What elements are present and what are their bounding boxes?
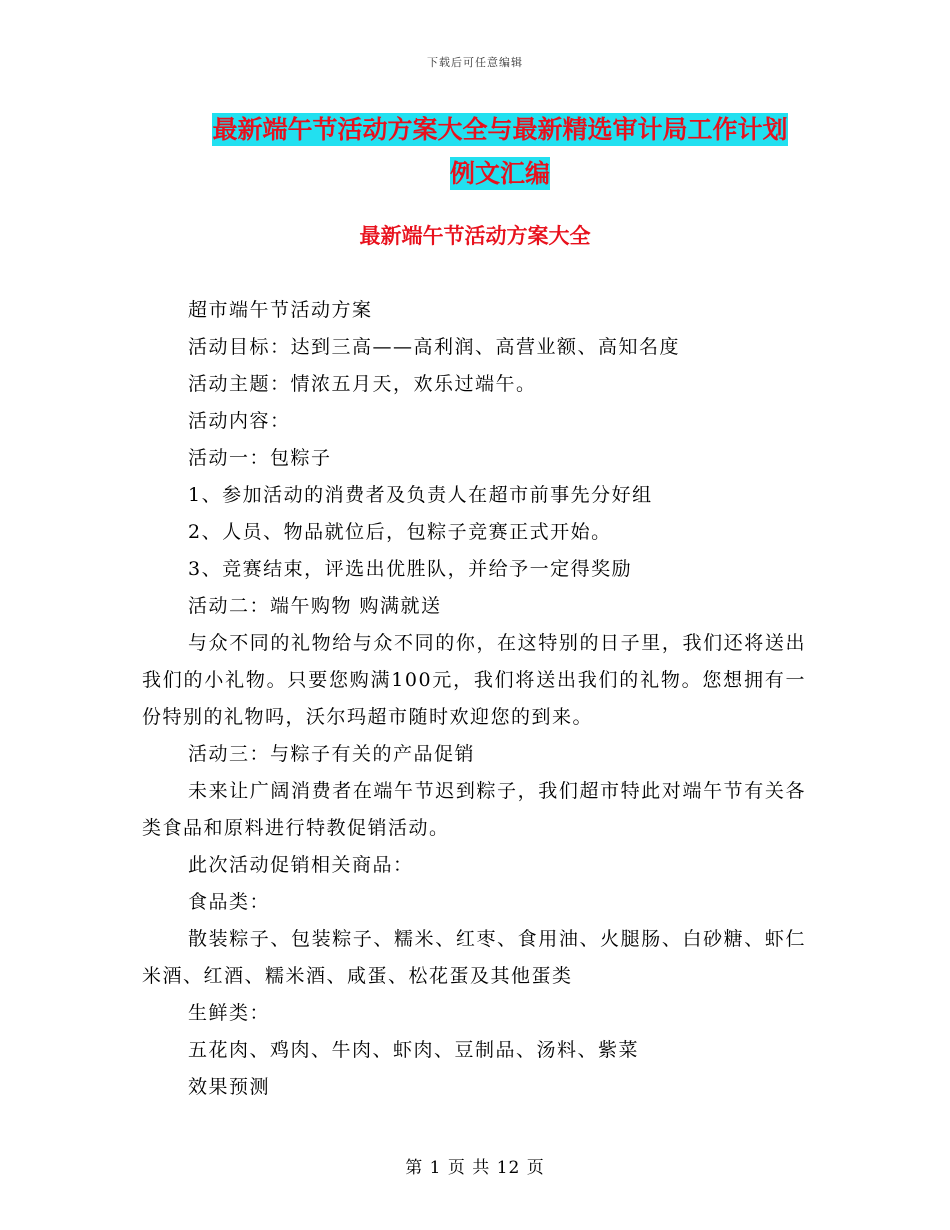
paragraph: 活动一：包粽子 [188, 447, 332, 469]
paragraph: 活动三：与粽子有关的产品促销 [188, 743, 476, 765]
paragraph: 生鲜类： [188, 1002, 271, 1024]
document-title-line1 [140, 112, 860, 148]
paragraph: 活动目标：达到三高——高利润、高营业额、高知名度 [188, 336, 681, 358]
paragraph: 此次活动促销相关商品： [188, 854, 414, 876]
page-footer: 第 1 页 共 12 页 [405, 1158, 545, 1178]
document-title-line2-text: 例文汇编 [449, 159, 550, 188]
paragraph: 2、人员、物品就位后，包粽子竞赛正式开始。 [188, 521, 612, 543]
paragraph: 未来让广阔消费者在端午节迟到粽子，我们超市特此对端午节有关各类食品和原料进行特教促销活动。 [142, 780, 806, 839]
paragraph: 3、竞赛结束，评选出优胜队，并给予一定得奖励 [188, 558, 633, 580]
paragraph: 活动主题：情浓五月天，欢乐过端午。 [188, 373, 537, 395]
document-body [142, 292, 806, 1106]
paragraph: 五花肉、鸡肉、牛肉、虾肉、豆制品、汤料、紫菜 [188, 1039, 640, 1061]
paragraph: 超市端午节活动方案 [188, 299, 373, 321]
paragraph: 食品类： [188, 891, 271, 913]
paragraph: 散装粽子、包装粽子、糯米、红枣、食用油、火腿肠、白砂糖、虾仁米酒、红酒、糯米酒、咸蛋、松花蛋及其他蛋类 [142, 928, 806, 987]
page-header-note: 下载后可任意编辑 [427, 56, 523, 69]
document-title-line1-text: 最新端午节活动方案大全与最新精选审计局工作计划 [212, 115, 788, 144]
paragraph: 活动内容： [188, 410, 291, 432]
paragraph: 与众不同的礼物给与众不同的你，在这特别的日子里，我们还将送出我们的小礼物。只要您购满100元，我们将送出我们的礼物。您想拥有一份特别的礼物吗，沃尔玛超市随时欢迎您的到来。 [142, 632, 806, 728]
paragraph: 效果预测 [188, 1076, 271, 1098]
paragraph: 活动二：端午购物 购满就送 [188, 595, 442, 617]
section-title: 最新端午节活动方案大全 [359, 224, 591, 248]
document-title-line2 [140, 156, 860, 192]
paragraph: 1、参加活动的消费者及负责人在超市前事先分好组 [188, 484, 653, 506]
